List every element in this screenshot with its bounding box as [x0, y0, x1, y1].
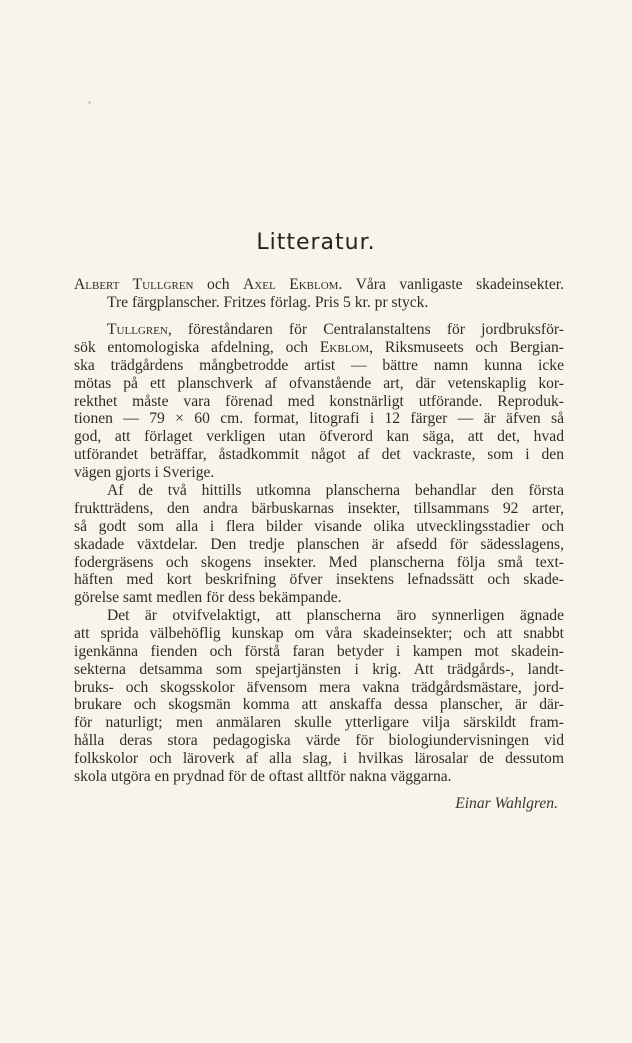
paragraph-2: [74, 482, 564, 607]
author-1: Albert Tullgren: [74, 276, 194, 293]
paragraph-line: sök entomologiska afdelning, och Ekblom, Riksmuseets och Bergian-: [74, 338, 564, 356]
paragraph-line: ska trädgårdens mångbetrodde artist — bättre namn kunna icke: [74, 356, 564, 374]
paragraph-line: folkskolor och läroverk af alla slag, i hvilkas lärosalar de dessutom: [74, 750, 564, 768]
citation-line-1: [74, 276, 564, 294]
citation-title: Våra vanligaste skadeinsekter.: [342, 276, 564, 293]
paragraph-line: utförandet beträffar, åstadkommit något af det vackraste, som i den: [74, 446, 564, 464]
paragraph-line: bruks- och skogsskolor äfvensom mera vakna trädgårdsmästare, jord-: [74, 678, 564, 696]
citation-and: och: [193, 276, 244, 293]
paragraph-line: fodergräsens och skogens insekter. Med planscherna följa små text-: [74, 553, 564, 571]
page-title: Litteratur.: [256, 230, 376, 255]
paragraph-line: görelse samt medlen för dess bekämpande.: [74, 589, 342, 607]
paragraph-line: Det är otvifvelaktigt, att planscherna äro synnerligen ägnade: [107, 607, 564, 624]
paragraph-line: tionen — 79 × 60 cm. format, litografi i 12 färger — är äfven så: [74, 410, 564, 428]
paragraph-line: så godt som alla i flera bilder visande olika utvecklingsstadier och: [74, 517, 564, 535]
paragraph-1: [74, 321, 564, 482]
paragraph-line: Af de två hittills utkomna planscherna behandlar den första: [107, 482, 564, 499]
paragraph-line: för naturligt; men anmälaren skulle ytterligare vilja särskildt fram-: [74, 714, 564, 732]
paragraph-line: mötas på ett planschverk af ofvanstående art, där vetenskaplig kor-: [74, 374, 564, 392]
paragraph-line: häften med kort beskrifning öfver insektens lefnadssätt och skade-: [74, 571, 564, 589]
author-ref: Tullgren,: [107, 321, 172, 338]
paragraph-line: fruktträdens, den andra bärbuskarnas insekter, tillsammans 92 arter,: [74, 499, 564, 517]
paragraph-line: Tullgren, föreståndaren för Centralanstaltens för jordbruksför-: [107, 321, 564, 338]
paragraph-line: god, att förlaget verkligen utan öfverord kan säga, att det, hvad: [74, 428, 564, 446]
author-2: Axel Ekblom.: [243, 276, 343, 293]
paragraph-line: sekterna detsamma som spejartjänsten i krig. Att trädgårds-, landt-: [74, 660, 564, 678]
paragraph-line: rekthet måste vara förenad med konstnärligt utförande. Reproduk-: [74, 392, 564, 410]
citation-line-2: Tre färgplanscher. Fritzes förlag. Pris 5 kr. pr styck.: [107, 293, 429, 311]
paragraph-3: [74, 607, 564, 786]
paragraph-line: vägen gjorts i Sverige.: [74, 464, 215, 482]
paragraph-line: brukare och skogsmän komma att anskaffa dessa planscher, är där-: [74, 696, 564, 714]
paragraph-line: skadade växtdelar. Den tredje planschen är afsedd för sädesslagens,: [74, 535, 564, 553]
signature: Einar Wahlgren.: [455, 795, 558, 812]
paragraph-line: att sprida välbehöflig kunskap om våra skadeinsekter; och att snabbt: [74, 624, 564, 642]
page-speck: [88, 101, 91, 104]
citation: [74, 276, 564, 312]
paragraph-line: hålla deras stora pedagogiska värde för biologiundervisningen vid: [74, 732, 564, 750]
paragraph-line: skola utgöra en prydnad för de oftast alltför nakna väggarna.: [74, 768, 452, 786]
author-ref: Ekblom,: [319, 338, 374, 356]
paragraph-line: igenkänna fienden och förstå faran betyder i kampen mot skadein-: [74, 642, 564, 660]
